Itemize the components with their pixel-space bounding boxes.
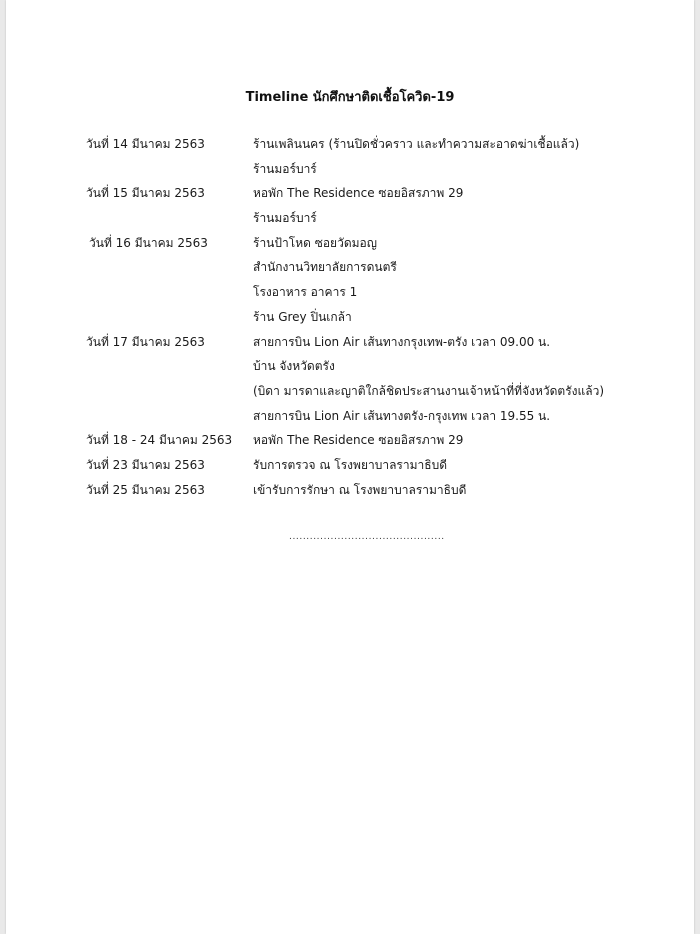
timeline-event: ร้านป้าโหด ซอยวัดมอญ [253, 235, 377, 250]
timeline-row [6, 330, 694, 355]
timeline-date: วันที่ 14 มีนาคม 2563 [86, 137, 205, 151]
timeline-row [6, 478, 694, 503]
timeline-row [6, 255, 694, 280]
timeline-row [6, 379, 694, 404]
timeline-table [6, 132, 694, 502]
timeline-event: สายการบิน Lion Air เส้นทางกรุงเทพ-ตรัง เวลา 09.00 น. [253, 334, 551, 349]
timeline-row [6, 305, 694, 330]
timeline-row [6, 404, 694, 429]
timeline-row [6, 231, 694, 256]
timeline-event: โรงอาหาร อาคาร 1 [253, 285, 358, 300]
footer-separator: ............................................. [289, 532, 445, 542]
timeline-event: เข้ารับการรักษา ณ โรงพยาบาลรามาธิบดี [253, 482, 467, 497]
timeline-event: บ้าน จังหวัดตรัง [253, 359, 335, 374]
timeline-event: ร้านเพลินนคร (ร้านปิดชั่วคราว และทำความสะอาดฆ่าเชื้อแล้ว) [253, 137, 580, 151]
timeline-row [6, 453, 694, 478]
timeline-event: ร้านมอร์บาร์ [253, 161, 317, 176]
timeline-event: (บิดา มารดาและญาติใกล้ชิดประสานงานเจ้าหน้าที่ที่จังหวัดตรังแล้ว) [253, 383, 605, 398]
timeline-date: วันที่ 16 มีนาคม 2563 [89, 235, 208, 250]
timeline-date: วันที่ 17 มีนาคม 2563 [86, 334, 205, 349]
timeline-event: สำนักงานวิทยาลัยการดนตรี [253, 260, 397, 275]
timeline-row [6, 206, 694, 231]
timeline-event: ร้าน Grey ปิ่นเกล้า [253, 309, 352, 324]
document-title: Timeline นักศึกษาติดเชื้อโควิด-19 [245, 90, 455, 105]
document-page [6, 0, 694, 934]
timeline-row [6, 157, 694, 182]
timeline-date: วันที่ 15 มีนาคม 2563 [86, 186, 205, 201]
timeline-date: วันที่ 23 มีนาคม 2563 [86, 457, 205, 472]
timeline-row [6, 354, 694, 379]
timeline-date: วันที่ 18 - 24 มีนาคม 2563 [86, 433, 233, 448]
timeline-row [6, 280, 694, 305]
timeline-event: รับการตรวจ ณ โรงพยาบาลรามาธิบดี [253, 457, 447, 472]
timeline-event: สายการบิน Lion Air เส้นทางตรัง-กรุงเทพ เวลา 19.55 น. [253, 408, 551, 423]
timeline-row [6, 132, 694, 157]
timeline-row [6, 428, 694, 453]
timeline-event: ร้านมอร์บาร์ [253, 211, 317, 226]
timeline-event: หอพัก The Residence ซอยอิสรภาพ 29 [253, 433, 464, 448]
timeline-event: หอพัก The Residence ซอยอิสรภาพ 29 [253, 186, 464, 201]
timeline-row [6, 181, 694, 206]
timeline-date: วันที่ 25 มีนาคม 2563 [86, 482, 205, 497]
